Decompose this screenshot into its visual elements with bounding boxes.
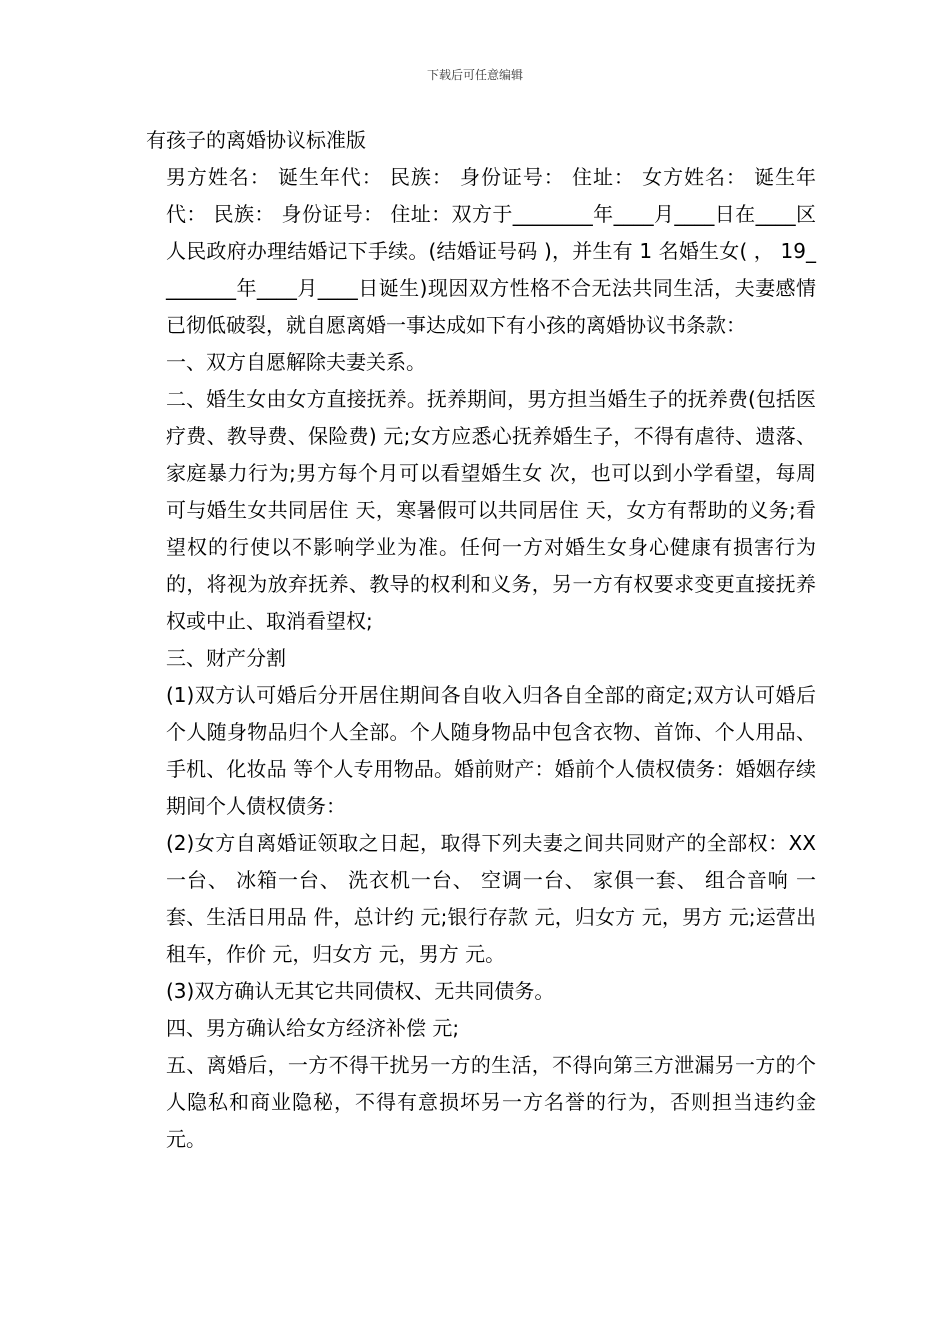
page-header: 下载后可任意编辑 xyxy=(426,68,523,82)
paragraph-clause-4: 四、男方确认给女方经济补偿 元; xyxy=(166,1016,460,1040)
paragraph-clause-1: 一、双方自愿解除夫妻关系。 xyxy=(166,350,426,374)
paragraph-clause-3-3: (3)双方确认无其它共同债权、无共同债务。 xyxy=(166,979,555,1003)
paragraph-clause-3-1: (1)双方认可婚后分开居住期间各自收入归各自全部的商定;双方认可婚后个人随身物品归个人全部。个人随身物品中包含衣物、首饰、个人用品、手机、化妆品 等个人专用物品。婚前财产：婚前个人债权债务：婚姻存续期间个人债权债务： xyxy=(166,683,816,818)
paragraph-clause-3-2: (2)女方自离婚证领取之日起，取得下列夫妻之间共同财产的全部权：XX 一台、 冰箱一台、 洗衣机一台、 空调一台、 家俱一套、 组合音响 一套、生活日用品 件，总计约 元;银行存款 元，归女方 元，男方 元;运营出租车，作价 元，归女方 元，男方 元。 xyxy=(166,831,823,966)
document-title: 有孩子的离婚协议标准版 xyxy=(146,128,366,152)
paragraph-parties: 男方姓名： 诞生年代： 民族： 身份证号： 住址： 女方姓名： 诞生年代： 民族： 身份证号： 住址：双方于________年____月____日在____区人民政府办理结婚记下手续。(结婚证号码 )，并生有 1 名婚生女( ， 19________年____月____日诞生)现因双方性格不合无法共同生活，夫妻感情已彻低破裂，就自愿离婚一事达成如下有小孩的离婚协议书条款： xyxy=(166,165,816,337)
paragraph-clause-3: 三、财产分割 xyxy=(166,646,286,670)
document-body xyxy=(146,122,823,1158)
paragraph-clause-5: 五、离婚后，一方不得干扰另一方的生活，不得向第三方泄漏另一方的个人隐私和商业隐秘，不得有意损坏另一方名誉的行为，否则担当违约金 元。 xyxy=(166,1053,823,1151)
paragraph-clause-2: 二、婚生女由女方直接抚养。抚养期间，男方担当婚生子的抚养费(包括医疗费、教导费、保险费) 元;女方应悉心抚养婚生子，不得有虐待、遗落、家庭暴力行为;男方每个月可以看望婚生女 次，也可以到小学看望，每周可与婚生女共同居住 天，寒暑假可以共同居住 天，女方有帮助的义务;看望权的行使以不影响学业为准。任何一方对婚生女身心健康有损害行为的，将视为放弃抚养、教导的权利和义务，另一方有权要求变更直接抚养权或中止、取消看望权; xyxy=(166,387,816,633)
